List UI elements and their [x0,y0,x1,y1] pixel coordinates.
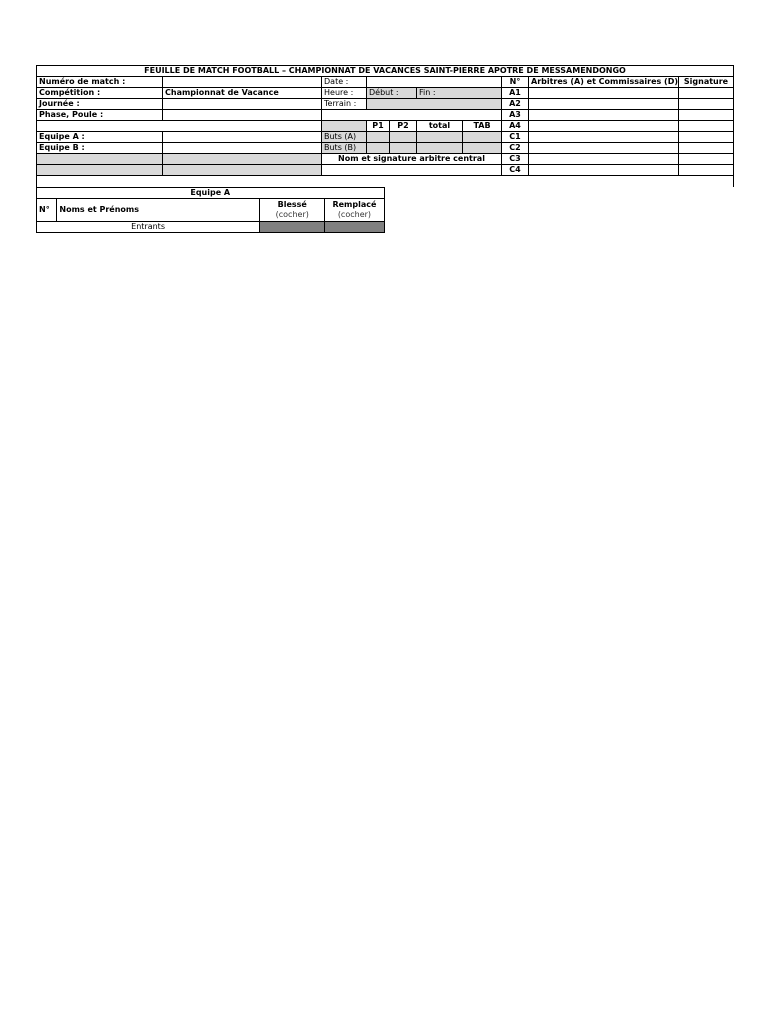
shaded-cell [37,165,163,176]
injured-hint: (cocher) [275,210,309,219]
competition-label: Compétition : [37,88,163,99]
official-name-field[interactable] [529,165,679,176]
phase-label: Phase, Poule : [37,110,163,121]
goals-b-label: Buts (B) [322,143,367,154]
official-id: A1 [502,88,529,99]
official-id: A3 [502,110,529,121]
team-a-label: Equipe A : [37,132,163,143]
page-title: FEUILLE DE MATCH FOOTBALL – CHAMPIONNAT DE VACANCES SAINT-PIERRE APOTRE DE MESSAMENDONGO [37,66,734,77]
score-p1-header: P1 [367,121,390,132]
score-p2-header: P2 [390,121,417,132]
officials-name-header: Arbitres (A) et Commissaires (D) [529,77,679,88]
official-name-field[interactable] [529,132,679,143]
score-tab-header: TAB [463,121,502,132]
match-sheet [36,65,733,233]
day-field[interactable] [163,99,322,110]
official-signature-field[interactable] [679,88,734,99]
shaded-cell [260,222,325,233]
official-name-field[interactable] [529,143,679,154]
goals-a-label: Buts (A) [322,132,367,143]
team-name: Equipe A [37,188,385,199]
official-id: A4 [502,121,529,132]
goals-a-total[interactable] [417,132,463,143]
field-value[interactable] [367,99,502,110]
official-id: C2 [502,143,529,154]
goals-b-p2[interactable] [390,143,417,154]
goals-a-p2[interactable] [390,132,417,143]
competition-value: Championnat de Vacance [163,88,322,99]
time-label: Heure : [322,88,367,99]
officials-no-header: N° [502,77,529,88]
official-id: C1 [502,132,529,143]
col-header-injured [260,199,325,222]
match-number-label: Numéro de match : [37,77,163,88]
goals-a-p1[interactable] [367,132,390,143]
official-signature-field[interactable] [679,110,734,121]
col-header-replaced [325,199,384,222]
official-signature-field[interactable] [679,154,734,165]
date-field[interactable] [367,77,502,88]
team-b-field[interactable] [163,143,322,154]
official-signature-field[interactable] [679,143,734,154]
col-header-no: N° [37,199,57,222]
replaced-label: Remplacé [332,200,377,209]
blank-cell [37,121,322,132]
end-label: Fin : [417,88,502,99]
official-id: C4 [502,165,529,176]
goals-b-total[interactable] [417,143,463,154]
team-a-table [36,187,385,233]
officials-signature-header: Signature [679,77,734,88]
shaded-cell [37,154,163,165]
rosters [36,187,733,233]
shaded-cell [325,222,384,233]
official-signature-field[interactable] [679,121,734,132]
official-id: C3 [502,154,529,165]
day-label: Journée : [37,99,163,110]
phase-field[interactable] [163,110,322,121]
blank-cell [322,110,502,121]
official-id: A2 [502,99,529,110]
official-name-field[interactable] [529,121,679,132]
match-number-field[interactable] [163,77,322,88]
score-total-header: total [417,121,463,132]
official-signature-field[interactable] [679,132,734,143]
goals-a-tab[interactable] [463,132,502,143]
header-table [36,65,734,187]
injured-label: Blessé [277,200,307,209]
official-signature-field[interactable] [679,99,734,110]
official-name-field[interactable] [529,154,679,165]
official-signature-field[interactable] [679,165,734,176]
goals-b-tab[interactable] [463,143,502,154]
team-a-field[interactable] [163,132,322,143]
central-referee-field[interactable] [322,165,502,176]
spacer-row [37,176,734,188]
score-corner [322,121,367,132]
team-a-roster [36,187,385,233]
central-referee-label: Nom et signature arbitre central [322,154,502,165]
shaded-cell [163,165,322,176]
team-b-label: Equipe B : [37,143,163,154]
starters-label: Entrants [37,222,260,233]
replaced-hint: (cocher) [337,210,372,219]
date-label: Date : [322,77,367,88]
official-name-field[interactable] [529,88,679,99]
goals-b-p1[interactable] [367,143,390,154]
official-name-field[interactable] [529,99,679,110]
official-name-field[interactable] [529,110,679,121]
field-label: Terrain : [322,99,367,110]
start-label: Début : [367,88,417,99]
col-header-name: Noms et Prénoms [57,199,260,222]
shaded-cell [163,154,322,165]
